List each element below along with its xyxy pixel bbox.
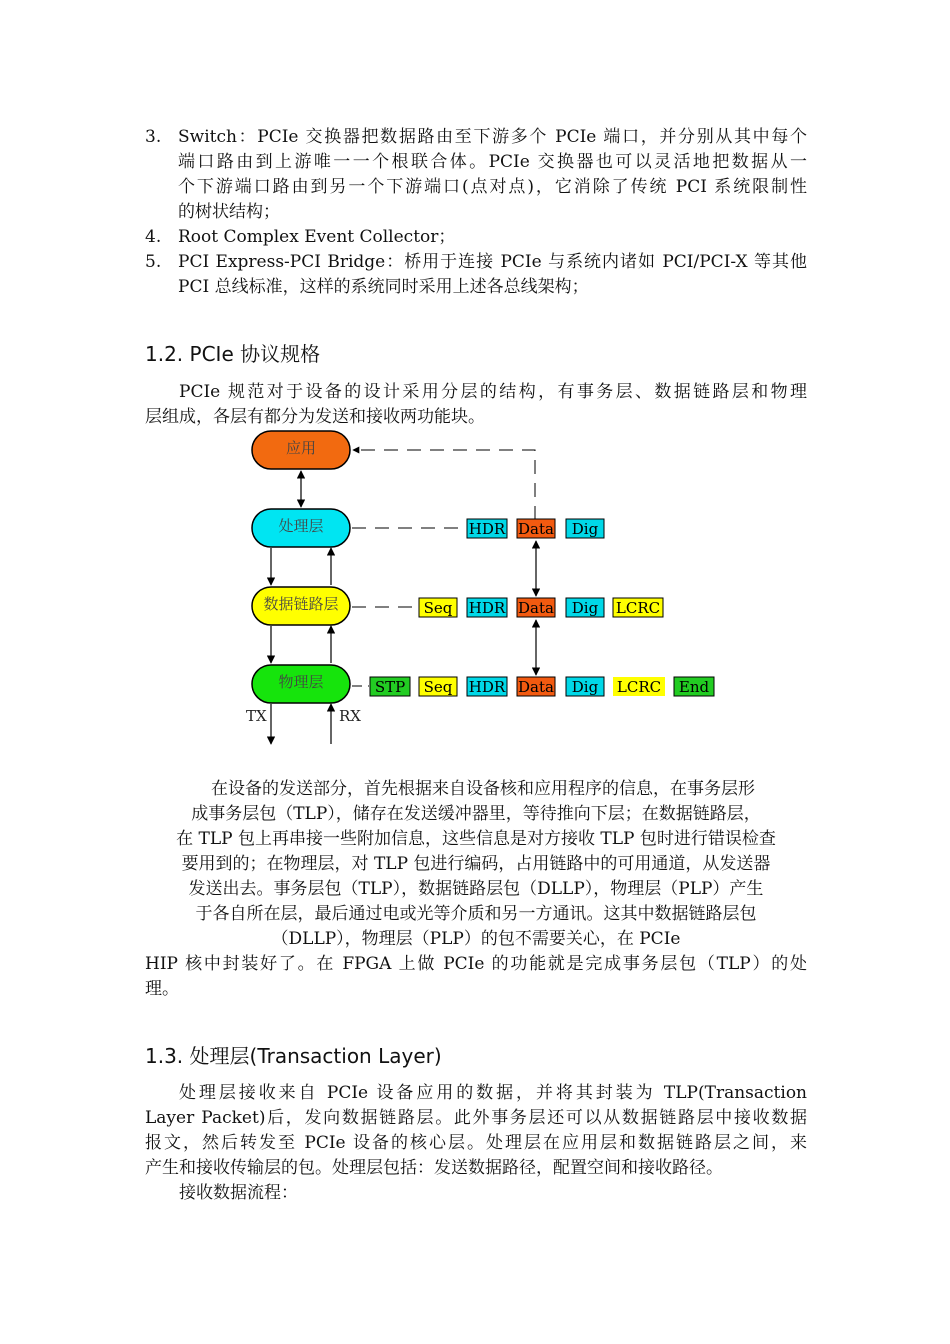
list-line: PCI 总线标准，这样的系统同时采用上述各总线架构；: [178, 277, 589, 297]
field-data: Data: [518, 678, 554, 696]
field-dig: Dig: [571, 599, 599, 617]
para-line: 要用到的；在物理层，对 TLP 包进行编码，占用链路中的可用通道，从发送器: [181, 854, 771, 874]
para-line: 在 TLP 包上再串接一些附加信息，这些信息是对方接收 TLP 包时进行错误检查: [176, 829, 776, 849]
section-heading: 1.2. PCIe 协议规格: [145, 342, 321, 366]
layer-label: 物理层: [278, 673, 324, 691]
field-end: End: [678, 678, 710, 696]
section-13-body: [145, 1081, 807, 1206]
layer-datalink: [252, 587, 350, 625]
dashed-data-to-app: [353, 450, 535, 520]
field-lcrc: LCRC: [615, 599, 661, 617]
send-paragraph-tail: [145, 952, 807, 1002]
para-line: （DLLP），物理层（PLP）的包不需要关心，在 PCIe: [271, 929, 681, 949]
tx-label: TX: [246, 707, 267, 725]
list-number: 5.: [145, 252, 162, 272]
list-line: PCI Express-PCI Bridge：桥用于连接 PCIe 与系统内诸如 PCI/PCI-X 等其他: [178, 252, 807, 272]
para-line: 发送出去。事务层包（TLP），数据链路层包（DLLP），物理层（PLP）产生: [188, 879, 764, 899]
list-line: Switch：PCIe 交换器把数据路由至下游多个 PCIe 端口，并分别从其中每个: [178, 127, 807, 147]
para-line: HIP 核中封装好了。在 FPGA 上做 PCIe 的功能就是完成事务层包（TLP）的处: [145, 954, 807, 974]
para-line: 成事务层包（TLP），储存在发送缓冲器里，等待推向下层；在数据链路层，: [191, 804, 761, 824]
field-seq: Seq: [423, 678, 453, 696]
field-dig: Dig: [571, 520, 599, 538]
field-stp: STP: [374, 678, 406, 696]
layer-label: 处理层: [278, 517, 324, 535]
para-line: Layer Packet)后，发向数据链路层。此外事务层还可以从数据链路层中接收数据: [145, 1108, 807, 1128]
intro-line: PCIe 规范对于设备的设计采用分层的结构，有事务层、数据链路层和物理: [179, 382, 807, 402]
intro-line: 层组成，各层有都分为发送和接收两功能块。: [145, 407, 485, 427]
field-dig: Dig: [571, 678, 599, 696]
para-line: 产生和接收传输层的包。处理层包括：发送数据路径，配置空间和接收路径。: [145, 1158, 723, 1178]
field-hdr: HDR: [468, 520, 506, 538]
list-line: 端口路由到上游唯一一个根联合体。PCIe 交换器也可以灵活地把数据从一: [178, 152, 807, 172]
section-heading: 1.3. 处理层(Transaction Layer): [145, 1044, 442, 1068]
send-paragraph: [140, 777, 812, 952]
packet-row-transaction: [467, 519, 604, 538]
para-line: 于各自所在层，最后通过电或光等介质和另一方通讯。这其中数据链路层包: [195, 904, 757, 924]
para-line: 在设备的发送部分，首先根据来自设备核和应用程序的信息，在事务层形: [211, 779, 755, 799]
layer-app: [252, 431, 350, 469]
packet-row-physical: [370, 677, 714, 696]
layer-physical: [252, 665, 350, 703]
field-hdr: HDR: [468, 599, 506, 617]
list-line: 个下游端口路由到另一个下游端口(点对点)，它消除了传统 PCI 系统限制性: [178, 177, 807, 197]
list-line: 的树状结构；: [178, 202, 280, 222]
field-data: Data: [518, 520, 554, 538]
layer-label: 应用: [285, 439, 317, 457]
field-data: Data: [518, 599, 554, 617]
field-lcrc: LCRC: [616, 678, 662, 696]
packet-row-datalink: [419, 598, 663, 617]
para-line: 理。: [145, 979, 179, 999]
para-line: 接收数据流程：: [179, 1183, 298, 1203]
para-line: 报文，然后转发至 PCIe 设备的核心层。处理层在应用层和数据链路层之间，来: [145, 1133, 807, 1153]
para-line: 处理层接收来自 PCIe 设备应用的数据，并将其封装为 TLP(Transaction: [179, 1083, 807, 1103]
list-number: 4.: [145, 227, 162, 247]
list-line: Root Complex Event Collector；: [178, 227, 456, 247]
layer-transaction: [252, 509, 350, 547]
rx-label: RX: [339, 707, 361, 725]
list-number: 3.: [145, 127, 162, 147]
layer-label: 数据链路层: [263, 595, 339, 613]
field-hdr: HDR: [468, 678, 506, 696]
field-seq: Seq: [423, 599, 453, 617]
